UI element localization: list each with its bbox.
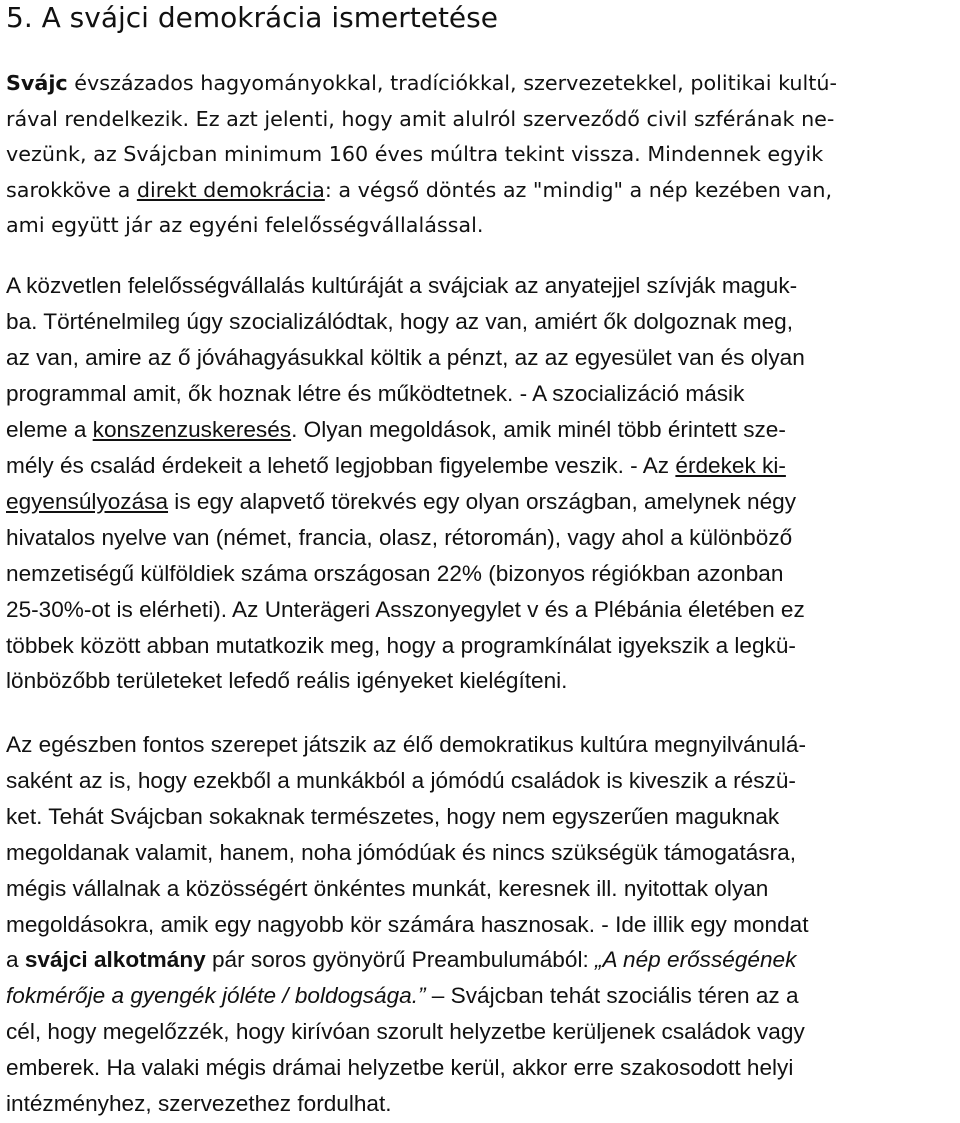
text-run: évszázados hagyományokkal, tradíciókkal, szervezetekkel, politikai kultú- xyxy=(67,71,837,95)
link-erdekek-kiegyensulyozasa[interactable]: érdekek ki- xyxy=(675,452,786,478)
text-line: megoldásokra, amik egy nagyobb kör számára hasznosak. - Ide illik egy mondat xyxy=(6,911,809,937)
text-run: sarokköve a xyxy=(6,177,137,202)
text-line xyxy=(6,448,960,484)
text-line xyxy=(6,942,960,978)
text-line: rával rendelkezik. Ez azt jelenti, hogy amit alulról szerveződő civil szférának ne- xyxy=(6,106,835,131)
text-line: emberek. Ha valaki mégis drámai helyzetbe kerül, akkor erre szakosodott helyi xyxy=(6,1055,794,1081)
text-run: a xyxy=(6,947,25,973)
text-line: Az egészben fontos szerepet játszik az élő demokratikus kultúra megnyilvánulá- xyxy=(6,732,806,757)
text-line: saként az is, hogy ezekből a munkákból a jómódú családok is kiveszik a részü- xyxy=(6,767,796,793)
link-konszenzuskereses[interactable]: konszenzuskeresés xyxy=(92,416,292,442)
text-line: többek között abban mutatkozik meg, hogy a programkínálat igyekszik a legkü- xyxy=(6,632,796,658)
text-line: A közvetlen felelősségvállalás kultúráját a svájciak az anyatejjel szívják maguk- xyxy=(6,273,798,298)
text-line: intézményhez, szervezethez fordulhat. xyxy=(6,1091,392,1117)
text-line: ba. Történelmileg úgy szocializálódtak, hogy az van, amiért ők dolgoznak meg, xyxy=(6,308,794,334)
text-line xyxy=(6,412,960,448)
bold-term-svajc: Svájc xyxy=(6,71,68,95)
text-run: : a végső döntés az "mindig" a nép kezében van, xyxy=(324,177,833,202)
text-line xyxy=(6,484,960,520)
text-line: programmal amit, ők hoznak létre és működtetnek. - A szocializáció másik xyxy=(6,380,745,406)
text-run: eleme a xyxy=(6,416,93,442)
text-line: nemzetiségű külföldiek száma országosan 22% (bizonyos régiókban azonban xyxy=(6,560,784,586)
link-erdekek-kiegyensulyozasa-cont[interactable]: egyensúlyozása xyxy=(6,488,169,514)
text-line: cél, hogy megelőzzék, hogy kirívóan szorult helyzetbe kerüljenek családok vagy xyxy=(6,1019,805,1045)
text-line xyxy=(6,978,960,1014)
text-line: vezünk, az Svájcban minimum 160 éves múltra tekint vissza. Mindennek egyik xyxy=(6,142,824,167)
link-direkt-demokracia[interactable]: direkt demokrácia xyxy=(136,177,325,202)
paragraph-3 xyxy=(6,727,960,1122)
text-run: mély és család érdekeit a lehető legjobban figyelembe veszik. - Az xyxy=(6,452,676,478)
bold-term-svajci-alkotmany: svájci alkotmány xyxy=(24,947,206,973)
section-heading: 5. A svájci demokrácia ismertetése xyxy=(6,1,498,34)
text-line: megoldanak valamit, hanem, noha jómódúak és nincs szükségük támogatásra, xyxy=(6,839,796,865)
text-run: . Olyan megoldások, amik minél több érintett sze- xyxy=(291,416,786,442)
paragraph-2 xyxy=(6,268,960,699)
text-line: ami együtt jár az egyéni felelősségvállalással. xyxy=(6,213,484,238)
text-line xyxy=(6,66,960,102)
text-line: ket. Tehát Svájcban sokaknak természetes, hogy nem egyszerűen maguknak xyxy=(6,803,780,829)
paragraph-1 xyxy=(6,66,960,244)
text-line: mégis vállalnak a közösségért önkéntes munkát, keresnek ill. nyitottak olyan xyxy=(6,875,769,901)
italic-quote-cont: fokmérője a gyengék jóléte / boldogsága.” xyxy=(6,983,426,1009)
text-run: – Svájcban tehát szociális téren az a xyxy=(425,983,799,1009)
text-line xyxy=(6,173,960,209)
text-run: is egy alapvető törekvés egy olyan országban, amelynek négy xyxy=(168,488,797,514)
text-line: lönbözőbb területeket lefedő reális igényeket kielégíteni. xyxy=(6,668,568,694)
text-run: pár soros gyönyörű Preambulumából: xyxy=(205,947,596,973)
text-line: hivatalos nyelve van (német, francia, olasz, rétoromán), vagy ahol a különböző xyxy=(6,524,793,550)
text-line: 25-30%-ot is elérheti). Az Unterägeri Asszonyegylet v és a Plébánia életében ez xyxy=(6,596,805,622)
text-line: az van, amire az ő jóváhagyásukkal költik a pénzt, az az egyesület van és olyan xyxy=(6,344,805,370)
italic-quote: „A nép erősségének xyxy=(595,947,797,973)
